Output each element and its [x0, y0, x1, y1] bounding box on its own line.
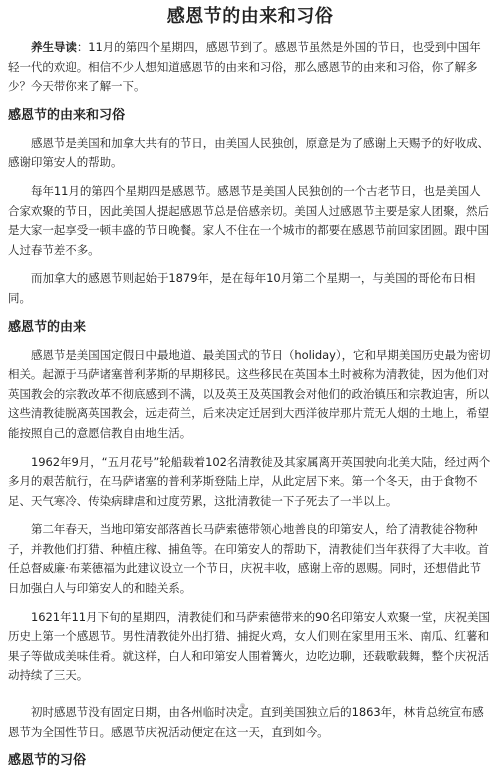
section-heading-customs: 感恩节的习俗: [8, 753, 87, 769]
paragraph: 1962年9月，“五月花号”轮船载着102名清教徒及其家属离开英国驶向北美大陆，经过两个多月的艰苦航行，在马萨诸塞的普利茅斯登陆上岸，从此定居下来。第一个冬天，由于食物不足、天气寒冷、传染病肆虐和过度劳累，这批清教徒一下子死去了一半以上。: [8, 454, 491, 508]
article-page: [0, 6, 500, 769]
intro-lead: 养生导读: [31, 40, 77, 54]
intro-text: ：11月的第四个星期四，感恩节到了。感恩节虽然是外国的节日，也受到中国年轻一代的欢迎。相信不少人想知道感恩节的由来和习俗，那么感恩节的由来和习俗，你了解多少？今天带你来了解一下。: [8, 40, 481, 94]
paragraph: 1621年11月下旬的星期四，清教徒们和马萨索德带来的90名印第安人欢聚一堂，庆祝美国历史上第一个感恩节。男性清教徒外出打猎、捕捉火鸡，女人们则在家里用玉米、南瓜、红薯和果子等做成美味佳肴。就这样，白人和印第安人围着篝火，边吃边聊，还载歌载舞，整个庆祝活动持续了三天。: [8, 609, 490, 683]
intro-paragraph: [8, 38, 492, 97]
section-heading-origin: 感恩节的由来: [8, 319, 87, 335]
paragraph: 第二年春天，当地印第安部落酋长马萨索德带领心地善良的印第安人，给了清教徒谷物种子，并教他们打猎、种植庄稼、捕鱼等。在印第安人的帮助下，清教徒们当年获得了大丰收。首任总督威廉·布莱德福为此建议设立一个节日，庆祝丰收，感谢上帝的恩赐。同时，还想借此节日加强白人与印第安人的和睦关系。: [8, 522, 489, 596]
paragraph: 初时感恩节没有固定日期，由各州临时决定。直到美国独立后的1863年，林肯总统宣布感恩节为全国性节日。感恩节庆祝活动便定在这一天，直到如今。: [8, 705, 484, 739]
article-title: 感恩节的由来和习俗: [166, 6, 334, 27]
paragraph: 感恩节是美国国定假日中最地道、最美国式的节日（holiday），它和早期美国历史最为密切相关。起源于马萨诸塞普利茅斯的早期移民。这些移民在英国本土时被称为清教徒，因为他们对英国教会的宗教改革不彻底感到不满，以及英王及英国教会对他们的政治镇压和宗教迫害，所以这些清教徒脱离英国教会，远走荷兰，后来决定迁居到大西洋彼岸那片荒无人烟的土地上，希望能按照自己的意愿信教自由地生活。: [8, 347, 491, 440]
paragraph: 而加拿大的感恩节则起始于1879年，是在每年10月第二个星期一，与美国的哥伦布日相同。: [8, 271, 476, 305]
paragraph: 每年11月的第四个星期四是感恩节。感恩节是美国人民独创的一个古老节日，也是美国人合家欢聚的节日，因此美国人提起感恩节总是倍感亲切。美国人过感恩节主要是家人团聚，然后是大家一起享受一顿丰盛的节日晚餐。家人不住在一个城市的都要在感恩节前回家团圆。跟中国人过春节差不多。: [8, 183, 489, 257]
paragraph: 感恩节是美国和加拿大共有的节日，由美国人民独创，原意是为了感谢上天赐予的好收成、感谢印第安人的帮助。: [8, 135, 489, 170]
section-heading-origin-customs: 感恩节的由来和习俗: [8, 107, 126, 123]
decorative-dot: [8, 693, 492, 701]
